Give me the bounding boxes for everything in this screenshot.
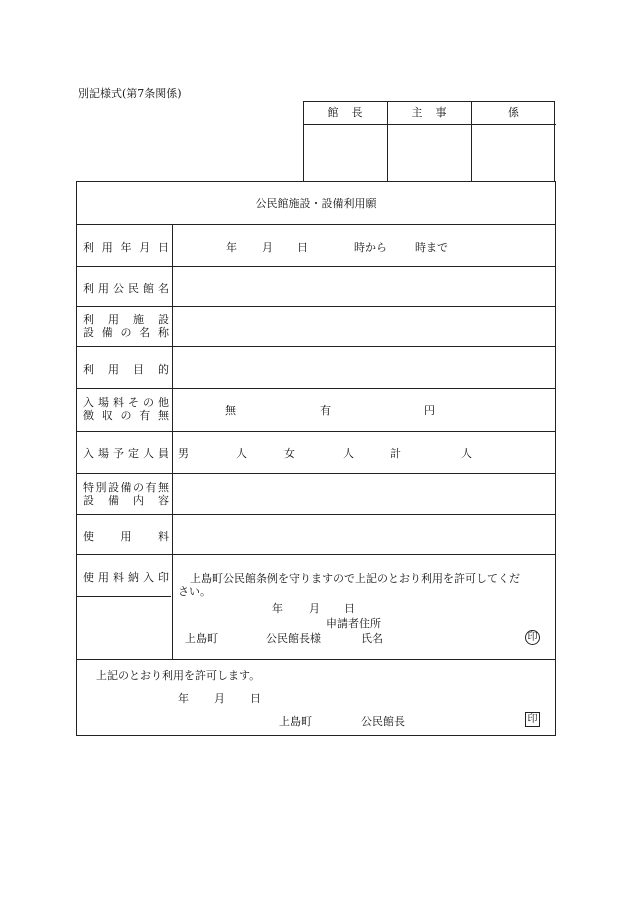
- application-town: 上島町: [185, 632, 218, 645]
- date-from: 時から: [354, 241, 387, 254]
- application-addressee: 公民館長様: [266, 632, 321, 645]
- usage-fee-label: 使用料: [83, 530, 169, 543]
- divider: [77, 346, 555, 347]
- equip-label: [83, 481, 169, 507]
- divider: [77, 431, 555, 432]
- fee-yes: 有: [320, 404, 331, 417]
- date-label: 利用年月日: [83, 241, 169, 254]
- application-text-line1: 上島町公民館条例を守りますので上記のとおり利用を許可してくだ: [190, 572, 520, 585]
- permit-day: 日: [250, 692, 261, 705]
- form-note: 別記様式(第7条関係): [78, 87, 182, 100]
- approval-header-director: 館 長: [304, 102, 387, 125]
- divider: [77, 224, 555, 225]
- fee-yen: 円: [424, 404, 435, 417]
- hall-label: 利用公民館名: [83, 282, 169, 295]
- permit-year: 年: [178, 692, 189, 705]
- applicant-name-label: 氏名: [361, 632, 383, 645]
- application-year: 年: [272, 602, 283, 615]
- approval-header-staff: 係: [472, 102, 556, 125]
- purpose-label: 利用目的: [83, 363, 169, 376]
- applicant-seal-icon: 印: [525, 630, 540, 645]
- divider: [77, 659, 555, 660]
- application-text-line2: さい。: [178, 585, 211, 598]
- date-month: 月: [262, 241, 273, 254]
- date-day: 日: [297, 241, 308, 254]
- fee-label-line1: 入場料その他: [83, 396, 169, 409]
- people-total: 計: [390, 447, 401, 460]
- fee-none: 無: [225, 404, 236, 417]
- approval-col-director: [304, 102, 388, 181]
- permit-town: 上島町: [279, 715, 312, 728]
- facility-label: [83, 313, 169, 339]
- approval-col-chief: [388, 102, 472, 181]
- divider: [77, 514, 555, 515]
- application-form: [76, 181, 556, 736]
- column-divider: [172, 224, 173, 659]
- form-title: 公民館施設・設備利用願: [255, 197, 377, 210]
- divider: [77, 473, 555, 474]
- date-to: 時まで: [415, 241, 448, 254]
- divider: [77, 596, 171, 597]
- application-day: 日: [344, 602, 355, 615]
- date-year: 年: [226, 241, 237, 254]
- approval-box: [303, 101, 555, 182]
- fee-label: [83, 396, 169, 422]
- people-label: 入場予定人員: [83, 447, 169, 460]
- people-unit-total: 人: [461, 447, 472, 460]
- permit-text: 上記のとおり利用を許可します。: [96, 669, 261, 682]
- people-male: 男: [178, 447, 189, 460]
- facility-label-line2: 設備の名称: [83, 326, 169, 339]
- permit-director: 公民館長: [361, 715, 405, 728]
- people-unit-male: 人: [236, 447, 247, 460]
- divider: [77, 306, 555, 307]
- people-unit-female: 人: [343, 447, 354, 460]
- equip-label-line2: 設備内容: [83, 494, 169, 507]
- divider: [77, 388, 555, 389]
- approval-col-staff: [472, 102, 556, 181]
- permit-month: 月: [214, 692, 225, 705]
- application-month: 月: [309, 602, 320, 615]
- divider: [77, 554, 555, 555]
- divider: [77, 266, 555, 267]
- applicant-address-label: 申請者住所: [326, 617, 381, 630]
- paid-stamp-label: 使用料納入印: [83, 571, 169, 584]
- approval-header-chief: 主 事: [388, 102, 471, 125]
- permit-seal-icon: 印: [525, 712, 540, 727]
- equip-label-line1: 特別設備の有無: [83, 481, 169, 494]
- fee-label-line2: 徴収の有無: [83, 409, 169, 422]
- people-female: 女: [284, 447, 295, 460]
- facility-label-line1: 利用施設: [83, 313, 169, 326]
